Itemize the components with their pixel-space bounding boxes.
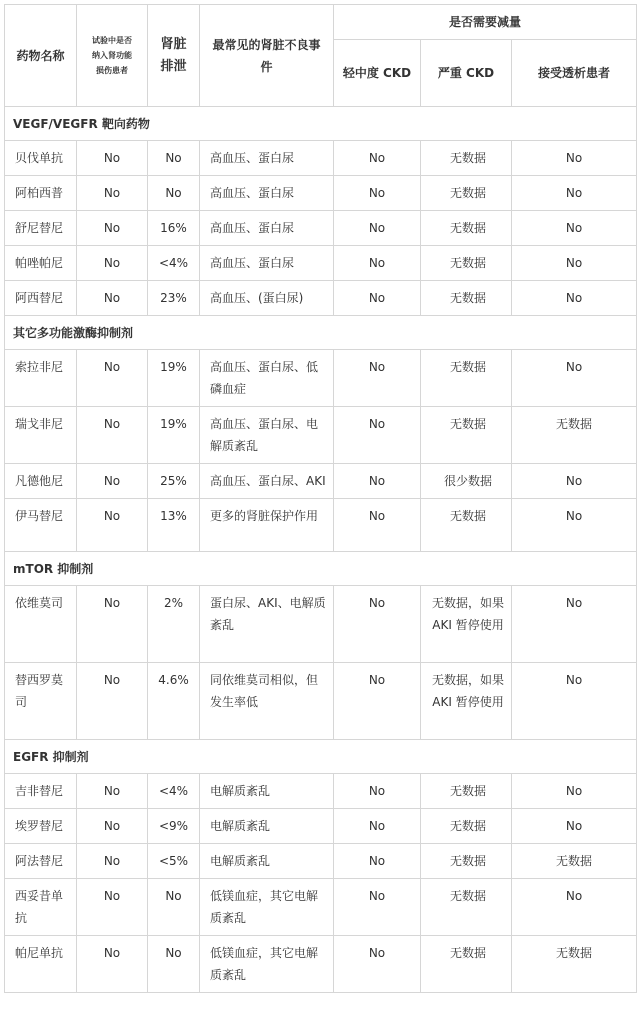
table-row [5,774,637,809]
excretion-cell: 13% [148,499,200,552]
mild-ckd-cell: No [334,774,421,809]
drug-name-cell: 瑞戈非尼 [5,407,77,464]
table-row [5,936,637,993]
trial-cell: No [77,663,148,740]
mild-ckd-cell: No [334,499,421,552]
drug-name-cell: 埃罗替尼 [5,809,77,844]
excretion-cell: No [148,141,200,176]
trial-cell: No [77,809,148,844]
mild-ckd-cell: No [334,407,421,464]
trial-cell: No [77,211,148,246]
header-dialysis: 接受透析患者 [512,40,637,107]
severe-ckd-cell: 无数据 [421,499,512,552]
excretion-cell: <4% [148,774,200,809]
severe-ckd-cell: 无数据 [421,936,512,993]
dialysis-cell: 无数据 [512,407,637,464]
drug-name-cell: 舒尼替尼 [5,211,77,246]
drug-name-cell: 贝伐单抗 [5,141,77,176]
severe-ckd-cell: 无数据 [421,774,512,809]
dialysis-cell: No [512,211,637,246]
severe-ckd-cell: 无数据 [421,211,512,246]
adverse-event-cell: 高血压、蛋白尿、低磷血症 [200,350,334,407]
dialysis-cell: No [512,879,637,936]
adverse-event-cell: 电解质紊乱 [200,809,334,844]
header-trial-included: 试验中是否纳入肾功能损伤患者 [77,5,148,107]
dialysis-cell: No [512,499,637,552]
excretion-cell: 19% [148,407,200,464]
trial-cell: No [77,464,148,499]
section-title: EGFR 抑制剂 [5,740,637,774]
mild-ckd-cell: No [334,844,421,879]
adverse-event-cell: 高血压、蛋白尿 [200,176,334,211]
dialysis-cell: No [512,663,637,740]
adverse-event-cell: 更多的肾脏保护作用 [200,499,334,552]
section-title: VEGF/VEGFR 靶向药物 [5,107,637,141]
trial-cell: No [77,844,148,879]
adverse-event-cell: 蛋白尿、AKI、电解质紊乱 [200,586,334,663]
excretion-cell: 4.6% [148,663,200,740]
table-row [5,246,637,281]
trial-cell: No [77,246,148,281]
excretion-cell: 2% [148,586,200,663]
excretion-cell: <9% [148,809,200,844]
trial-cell: No [77,281,148,316]
table-row [5,464,637,499]
drug-name-cell: 帕唑帕尼 [5,246,77,281]
adverse-event-cell: 高血压、蛋白尿 [200,246,334,281]
header-renal-excretion: 肾脏排泄 [148,5,200,107]
adverse-event-cell: 同依维莫司相似，但发生率低 [200,663,334,740]
mild-ckd-cell: No [334,809,421,844]
trial-cell: No [77,499,148,552]
dialysis-cell: No [512,809,637,844]
adverse-event-cell: 电解质紊乱 [200,844,334,879]
section-header-row [5,552,637,586]
mild-ckd-cell: No [334,176,421,211]
section-header-row [5,740,637,774]
trial-cell: No [77,586,148,663]
mild-ckd-cell: No [334,936,421,993]
drug-name-cell: 依维莫司 [5,586,77,663]
mild-ckd-cell: No [334,586,421,663]
dialysis-cell: No [512,774,637,809]
drug-name-cell: 伊马替尼 [5,499,77,552]
trial-cell: No [77,407,148,464]
table-row [5,844,637,879]
trial-cell: No [77,141,148,176]
excretion-cell: 16% [148,211,200,246]
excretion-cell: No [148,879,200,936]
dialysis-cell: 无数据 [512,936,637,993]
drug-name-cell: 阿西替尼 [5,281,77,316]
dialysis-cell: No [512,464,637,499]
adverse-event-cell: 电解质紊乱 [200,774,334,809]
drug-name-cell: 索拉非尼 [5,350,77,407]
renal-drug-table [4,4,637,993]
severe-ckd-cell: 无数据 [421,407,512,464]
table-row [5,663,637,740]
mild-ckd-cell: No [334,350,421,407]
adverse-event-cell: 高血压、蛋白尿、电解质紊乱 [200,407,334,464]
excretion-cell: 19% [148,350,200,407]
mild-ckd-cell: No [334,141,421,176]
dialysis-cell: No [512,350,637,407]
severe-ckd-cell: 无数据 [421,350,512,407]
table-row [5,586,637,663]
drug-name-cell: 替西罗莫司 [5,663,77,740]
severe-ckd-cell: 无数据 [421,809,512,844]
table-row [5,176,637,211]
severe-ckd-cell: 无数据 [421,281,512,316]
header-drug-name: 药物名称 [5,5,77,107]
trial-cell: No [77,176,148,211]
adverse-event-cell: 高血压、蛋白尿 [200,141,334,176]
mild-ckd-cell: No [334,246,421,281]
table-row [5,809,637,844]
excretion-cell: <5% [148,844,200,879]
mild-ckd-cell: No [334,879,421,936]
mild-ckd-cell: No [334,464,421,499]
header-dose-reduction: 是否需要减量 [334,5,637,40]
mild-ckd-cell: No [334,281,421,316]
dialysis-cell: No [512,176,637,211]
drug-name-cell: 帕尼单抗 [5,936,77,993]
severe-ckd-cell: 无数据，如果 AKI 暂停使用 [421,586,512,663]
section-title: 其它多功能激酶抑制剂 [5,316,637,350]
drug-name-cell: 凡德他尼 [5,464,77,499]
mild-ckd-cell: No [334,211,421,246]
dialysis-cell: No [512,281,637,316]
severe-ckd-cell: 无数据 [421,246,512,281]
table-row [5,141,637,176]
excretion-cell: No [148,936,200,993]
table-body [5,107,637,993]
adverse-event-cell: 高血压、蛋白尿 [200,211,334,246]
excretion-cell: 23% [148,281,200,316]
adverse-event-cell: 低镁血症，其它电解质紊乱 [200,936,334,993]
header-severe-ckd: 严重 CKD [421,40,512,107]
table-row [5,211,637,246]
severe-ckd-cell: 无数据 [421,844,512,879]
adverse-event-cell: 高血压、(蛋白尿) [200,281,334,316]
section-header-row [5,107,637,141]
severe-ckd-cell: 无数据 [421,176,512,211]
excretion-cell: <4% [148,246,200,281]
severe-ckd-cell: 无数据 [421,141,512,176]
drug-name-cell: 吉非替尼 [5,774,77,809]
section-header-row [5,316,637,350]
excretion-cell: No [148,176,200,211]
dialysis-cell: No [512,246,637,281]
table-row [5,407,637,464]
header-common-ae: 最常见的肾脏不良事件 [200,5,334,107]
table-row [5,350,637,407]
section-title: mTOR 抑制剂 [5,552,637,586]
mild-ckd-cell: No [334,663,421,740]
severe-ckd-cell: 无数据，如果 AKI 暂停使用 [421,663,512,740]
dialysis-cell: 无数据 [512,844,637,879]
severe-ckd-cell: 很少数据 [421,464,512,499]
adverse-event-cell: 低镁血症，其它电解质紊乱 [200,879,334,936]
excretion-cell: 25% [148,464,200,499]
table-row [5,281,637,316]
trial-cell: No [77,879,148,936]
drug-name-cell: 阿法替尼 [5,844,77,879]
trial-cell: No [77,774,148,809]
adverse-event-cell: 高血压、蛋白尿、AKI [200,464,334,499]
header-mild-ckd: 轻中度 CKD [334,40,421,107]
severe-ckd-cell: 无数据 [421,879,512,936]
dialysis-cell: No [512,586,637,663]
dialysis-cell: No [512,141,637,176]
table-row [5,879,637,936]
drug-name-cell: 阿柏西普 [5,176,77,211]
trial-cell: No [77,936,148,993]
drug-name-cell: 西妥昔单抗 [5,879,77,936]
table-row [5,499,637,552]
trial-cell: No [77,350,148,407]
